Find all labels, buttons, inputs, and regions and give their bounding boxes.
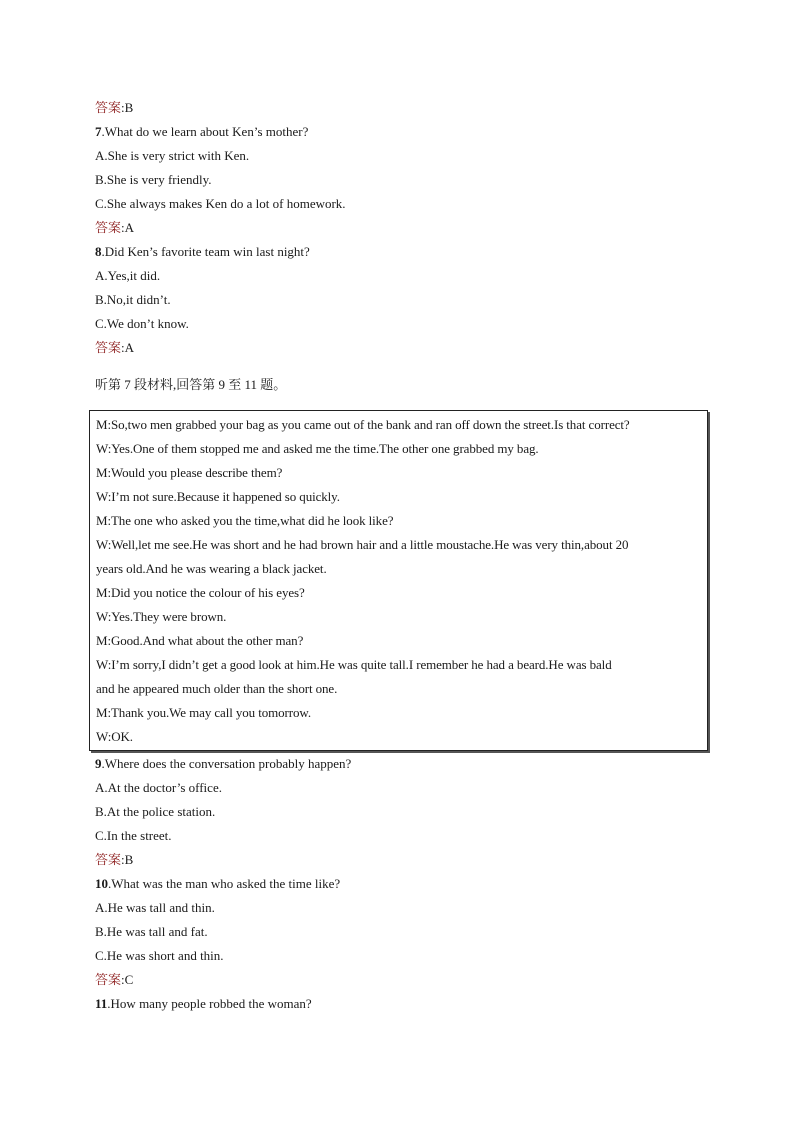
- question-text: .Did Ken’s favorite team win last night?: [101, 244, 310, 259]
- dialogue-line: years old.And he was wearing a black jacket.: [96, 561, 327, 576]
- option-line: A.She is very strict with Ken.: [95, 148, 250, 163]
- answer-line: [95, 340, 134, 356]
- question-line: [95, 876, 340, 892]
- answer-value: :A: [121, 340, 135, 355]
- dialogue-line: W:OK.: [96, 729, 133, 744]
- section-heading: 听第 7 段材料,回答第 9 至 11 题。: [95, 377, 287, 392]
- answer-value: :C: [121, 972, 134, 987]
- question-number: 8: [95, 244, 102, 259]
- dialogue-line: W:Yes.One of them stopped me and asked me the time.The other one grabbed my bag.: [96, 441, 539, 456]
- answer-prefix: 答案: [95, 972, 122, 987]
- answer-line: [95, 852, 133, 868]
- dialogue-line: W:I’m not sure.Because it happened so quickly.: [96, 489, 340, 504]
- question-text: .Where does the conversation probably happen?: [101, 756, 352, 771]
- option-line: C.In the street.: [95, 828, 172, 843]
- option-line: B.He was tall and fat.: [95, 924, 208, 939]
- dialogue-line: M:Would you please describe them?: [96, 465, 283, 480]
- question-text: .How many people robbed the woman?: [107, 996, 312, 1011]
- answer-prefix: 答案: [95, 340, 122, 355]
- option-line: C.He was short and thin.: [95, 948, 224, 963]
- question-line: [95, 756, 351, 772]
- option-line: B.She is very friendly.: [95, 172, 212, 187]
- option-line: C.She always makes Ken do a lot of homework.: [95, 196, 346, 211]
- dialogue-line: W:I’m sorry,I didn’t get a good look at him.He was quite tall.I remember he had a beard.He was bald: [96, 657, 612, 672]
- option-line: A.He was tall and thin.: [95, 900, 215, 915]
- answer-value: :B: [121, 852, 134, 867]
- answer-value: :A: [121, 220, 135, 235]
- question-number: 7: [95, 124, 102, 139]
- question-text: .What was the man who asked the time like?: [108, 876, 341, 891]
- dialogue-line: and he appeared much older than the short one.: [96, 681, 338, 696]
- dialogue-line: M:Thank you.We may call you tomorrow.: [96, 705, 312, 720]
- answer-line: [95, 220, 134, 236]
- dialogue-box: [89, 410, 708, 751]
- option-line: A.At the doctor’s office.: [95, 780, 222, 795]
- dialogue-line: M:The one who asked you the time,what did he look like?: [96, 513, 394, 528]
- dialogue-line: W:Yes.They were brown.: [96, 609, 227, 624]
- answer-line: [95, 100, 133, 116]
- dialogue-line: W:Well,let me see.He was short and he had brown hair and a little moustache.He was very thin,about 20: [96, 537, 629, 552]
- answer-prefix: 答案: [95, 220, 122, 235]
- dialogue-line: M:Good.And what about the other man?: [96, 633, 304, 648]
- answer-line: [95, 972, 133, 988]
- question-text: .What do we learn about Ken’s mother?: [101, 124, 309, 139]
- answer-prefix: 答案: [95, 100, 122, 115]
- option-line: A.Yes,it did.: [95, 268, 161, 283]
- dialogue-line: M:Did you notice the colour of his eyes?: [96, 585, 305, 600]
- option-line: B.At the police station.: [95, 804, 216, 819]
- answer-prefix: 答案: [95, 852, 122, 867]
- question-number: 10: [95, 876, 108, 891]
- question-number: 11: [95, 996, 108, 1011]
- answer-value: :B: [121, 100, 134, 115]
- option-line: C.We don’t know.: [95, 316, 189, 331]
- question-line: [95, 244, 310, 260]
- option-line: B.No,it didn’t.: [95, 292, 171, 307]
- question-number: 9: [95, 756, 102, 771]
- question-line: [95, 996, 312, 1012]
- question-line: [95, 124, 308, 140]
- dialogue-line: M:So,two men grabbed your bag as you came out of the bank and ran off down the street.Is that correct?: [96, 417, 630, 432]
